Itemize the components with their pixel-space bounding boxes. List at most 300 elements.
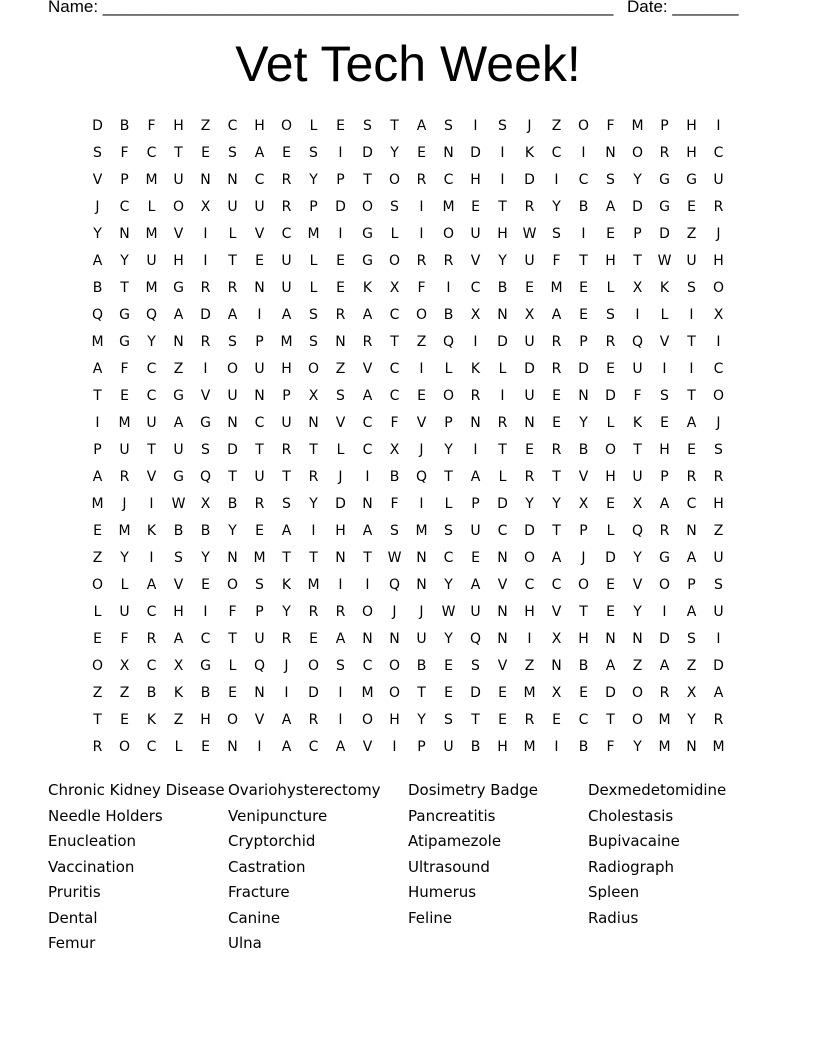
grid-letter: G bbox=[173, 469, 184, 485]
grid-letter: I bbox=[338, 577, 343, 593]
grid-letter: U bbox=[713, 604, 724, 620]
grid-letter: O bbox=[388, 172, 401, 188]
grid-letter: C bbox=[362, 415, 373, 431]
grid-letter: T bbox=[282, 550, 291, 566]
grid-letter: T bbox=[498, 442, 507, 458]
grid-letter: N bbox=[497, 631, 508, 647]
grid-letter: Z bbox=[173, 361, 184, 377]
grid-letter: X bbox=[524, 307, 535, 323]
grid-letter: S bbox=[390, 523, 399, 539]
grid-letter: G bbox=[200, 415, 211, 431]
grid-letter: H bbox=[605, 253, 616, 269]
grid-letter: S bbox=[255, 577, 264, 593]
grid-letter: O bbox=[172, 199, 185, 215]
grid-letter: O bbox=[388, 685, 401, 701]
grid-letter: R bbox=[227, 280, 238, 296]
grid-letter: M bbox=[145, 280, 158, 296]
grid-letter: P bbox=[255, 334, 264, 350]
grid-letter: G bbox=[173, 280, 184, 296]
grid-letter: A bbox=[92, 253, 103, 269]
grid-letter: S bbox=[606, 307, 615, 323]
grid-letter: L bbox=[93, 604, 102, 620]
grid-letter: F bbox=[606, 118, 615, 134]
grid-letter: C bbox=[524, 577, 535, 593]
grid-letter: X bbox=[119, 658, 130, 674]
grid-letter: T bbox=[471, 712, 480, 728]
grid-letter: L bbox=[498, 469, 507, 485]
grid-letter: V bbox=[200, 388, 211, 404]
grid-letter: N bbox=[227, 739, 238, 755]
grid-letter: O bbox=[280, 118, 293, 134]
grid-letter: O bbox=[226, 577, 239, 593]
word-list-item: Dental bbox=[48, 908, 98, 927]
grid-letter: R bbox=[119, 469, 130, 485]
grid-letter: F bbox=[120, 145, 129, 161]
grid-letter: N bbox=[119, 226, 130, 242]
grid-letter: N bbox=[605, 631, 616, 647]
grid-letter: K bbox=[524, 145, 535, 161]
grid-letter: B bbox=[173, 523, 184, 539]
grid-letter: C bbox=[227, 118, 238, 134]
grid-letter: G bbox=[119, 307, 130, 323]
grid-letter: C bbox=[389, 361, 400, 377]
grid-letter: Q bbox=[91, 307, 104, 323]
grid-letter: J bbox=[716, 415, 721, 431]
grid-letter: C bbox=[389, 307, 400, 323]
grid-letter: A bbox=[254, 145, 265, 161]
grid-letter: S bbox=[228, 145, 237, 161]
grid-letter: D bbox=[659, 631, 670, 647]
grid-letter: A bbox=[659, 496, 670, 512]
grid-letter: C bbox=[146, 388, 157, 404]
grid-letter: X bbox=[389, 442, 400, 458]
grid-letter: R bbox=[416, 253, 427, 269]
grid-letter: T bbox=[390, 118, 399, 134]
grid-letter: G bbox=[119, 334, 130, 350]
grid-letter: F bbox=[147, 118, 156, 134]
grid-letter: X bbox=[308, 388, 319, 404]
grid-letter: U bbox=[254, 631, 265, 647]
grid-letter: N bbox=[227, 415, 238, 431]
grid-letter: R bbox=[713, 469, 724, 485]
grid-letter: H bbox=[254, 118, 265, 134]
grid-letter: U bbox=[146, 415, 157, 431]
grid-letter: Y bbox=[633, 550, 642, 566]
grid-letter: E bbox=[606, 604, 615, 620]
grid-letter: U bbox=[119, 604, 130, 620]
grid-letter: O bbox=[712, 280, 725, 296]
grid-letter: C bbox=[308, 739, 319, 755]
word-list bbox=[48, 778, 768, 957]
grid-letter: Z bbox=[632, 658, 643, 674]
grid-letter: S bbox=[498, 118, 507, 134]
grid-letter: V bbox=[632, 577, 643, 593]
grid-letter: A bbox=[470, 469, 481, 485]
grid-letter: N bbox=[632, 631, 643, 647]
grid-letter: Q bbox=[631, 334, 644, 350]
grid-letter: J bbox=[581, 550, 586, 566]
grid-letter: I bbox=[203, 361, 208, 377]
grid-letter: B bbox=[470, 739, 481, 755]
grid-letter: H bbox=[713, 253, 724, 269]
grid-letter: Z bbox=[524, 658, 535, 674]
grid-letter: I bbox=[527, 631, 532, 647]
grid-letter: M bbox=[145, 226, 158, 242]
word-list-item: Ovariohysterectomy bbox=[228, 781, 381, 799]
word-list-item: Cryptorchid bbox=[228, 832, 316, 850]
grid-letter: B bbox=[497, 280, 508, 296]
grid-letter: E bbox=[687, 199, 696, 215]
word-list-item: Fracture bbox=[228, 883, 290, 901]
grid-letter: J bbox=[338, 469, 343, 485]
grid-letter: A bbox=[686, 604, 697, 620]
grid-letter: H bbox=[281, 361, 292, 377]
grid-letter: K bbox=[362, 280, 373, 296]
grid-letter: R bbox=[551, 334, 562, 350]
grid-letter: L bbox=[606, 415, 615, 431]
grid-letter: R bbox=[308, 469, 319, 485]
grid-letter: X bbox=[200, 199, 211, 215]
grid-letter: T bbox=[606, 712, 615, 728]
grid-letter: Y bbox=[687, 712, 696, 728]
grid-letter: X bbox=[470, 307, 481, 323]
grid-letter: Y bbox=[228, 523, 237, 539]
word-list-item: Pruritis bbox=[48, 883, 101, 901]
grid-letter: W bbox=[441, 604, 456, 620]
grid-letter: R bbox=[443, 253, 454, 269]
word-list-item: Humerus bbox=[408, 883, 477, 901]
grid-letter: U bbox=[686, 253, 697, 269]
grid-letter: R bbox=[497, 415, 508, 431]
grid-letter: H bbox=[173, 253, 184, 269]
grid-letter: Q bbox=[442, 334, 455, 350]
grid-letter: S bbox=[444, 523, 453, 539]
grid-letter: L bbox=[336, 442, 345, 458]
grid-letter: N bbox=[686, 523, 697, 539]
grid-letter: O bbox=[307, 361, 320, 377]
grid-letter: C bbox=[146, 739, 157, 755]
grid-letter: H bbox=[470, 172, 481, 188]
grid-letter: I bbox=[446, 280, 451, 296]
grid-letter: U bbox=[146, 253, 157, 269]
grid-letter: Q bbox=[199, 469, 212, 485]
grid-letter: K bbox=[146, 523, 157, 539]
grid-letter: A bbox=[92, 469, 103, 485]
grid-letter: S bbox=[309, 145, 318, 161]
grid-letter: M bbox=[91, 496, 104, 512]
grid-letter: I bbox=[257, 739, 262, 755]
grid-letter: L bbox=[390, 226, 399, 242]
grid-letter: Y bbox=[444, 442, 453, 458]
grid-letter: E bbox=[552, 415, 561, 431]
grid-letter: B bbox=[227, 496, 238, 512]
grid-letter: M bbox=[253, 550, 266, 566]
grid-letter: O bbox=[91, 658, 104, 674]
grid-letter: S bbox=[309, 307, 318, 323]
grid-letter: H bbox=[578, 631, 589, 647]
grid-letter: O bbox=[631, 712, 644, 728]
grid-letter: K bbox=[146, 712, 157, 728]
grid-letter: U bbox=[470, 523, 481, 539]
grid-letter: M bbox=[523, 685, 536, 701]
grid-letter: S bbox=[444, 712, 453, 728]
grid-letter: E bbox=[93, 523, 102, 539]
grid-letter: V bbox=[416, 415, 427, 431]
grid-letter: H bbox=[497, 739, 508, 755]
grid-letter: C bbox=[443, 172, 454, 188]
grid-letter: S bbox=[687, 631, 696, 647]
grid-letter: N bbox=[416, 550, 427, 566]
grid-letter: V bbox=[92, 172, 103, 188]
grid-letter: X bbox=[200, 496, 211, 512]
grid-letter: Y bbox=[309, 172, 318, 188]
grid-letter: E bbox=[606, 496, 615, 512]
grid-letter: P bbox=[660, 469, 669, 485]
grid-letter: I bbox=[365, 469, 370, 485]
word-list-item: Needle Holders bbox=[48, 806, 163, 825]
grid-letter: I bbox=[338, 685, 343, 701]
grid-letter: D bbox=[335, 496, 346, 512]
grid-letter: C bbox=[146, 145, 157, 161]
grid-letter: D bbox=[713, 658, 724, 674]
grid-letter: D bbox=[470, 685, 481, 701]
grid-letter: M bbox=[118, 415, 131, 431]
grid-letter: Y bbox=[552, 199, 561, 215]
grid-letter: N bbox=[335, 334, 346, 350]
grid-letter: F bbox=[552, 253, 561, 269]
grid-letter: L bbox=[606, 280, 615, 296]
grid-letter: R bbox=[659, 145, 670, 161]
grid-letter: C bbox=[362, 658, 373, 674]
grid-letter: D bbox=[659, 226, 670, 242]
grid-letter: Y bbox=[633, 604, 642, 620]
grid-letter: E bbox=[444, 685, 453, 701]
grid-letter: A bbox=[335, 739, 346, 755]
grid-letter: Z bbox=[686, 658, 697, 674]
grid-letter: E bbox=[336, 280, 345, 296]
grid-letter: N bbox=[497, 307, 508, 323]
grid-letter: P bbox=[687, 577, 696, 593]
grid-letter: E bbox=[606, 577, 615, 593]
grid-letter: E bbox=[606, 226, 615, 242]
grid-letter: E bbox=[525, 442, 534, 458]
word-list-item: Spleen bbox=[588, 883, 640, 901]
word-list-item: Pancreatitis bbox=[408, 806, 496, 825]
grid-letter: Y bbox=[525, 496, 534, 512]
grid-letter: E bbox=[579, 307, 588, 323]
grid-letter: E bbox=[579, 685, 588, 701]
grid-letter: T bbox=[579, 604, 588, 620]
grid-letter: X bbox=[578, 496, 589, 512]
grid-letter: E bbox=[336, 253, 345, 269]
grid-letter: O bbox=[604, 442, 617, 458]
grid-letter: U bbox=[281, 415, 292, 431]
grid-letter: A bbox=[281, 523, 292, 539]
grid-letter: E bbox=[417, 388, 426, 404]
grid-letter: B bbox=[578, 658, 589, 674]
grid-letter: X bbox=[551, 631, 562, 647]
grid-letter: E bbox=[201, 577, 210, 593]
grid-letter: A bbox=[605, 658, 616, 674]
grid-letter: O bbox=[712, 388, 725, 404]
grid-letter: U bbox=[281, 280, 292, 296]
word-list-item: Ulna bbox=[228, 934, 262, 952]
grid-letter: O bbox=[415, 307, 428, 323]
grid-letter: P bbox=[336, 172, 345, 188]
grid-letter: S bbox=[228, 334, 237, 350]
grid-letter: C bbox=[146, 361, 157, 377]
grid-letter: U bbox=[254, 361, 265, 377]
grid-letter: I bbox=[338, 712, 343, 728]
grid-letter: Y bbox=[444, 631, 453, 647]
grid-letter: B bbox=[389, 469, 400, 485]
grid-letter: B bbox=[416, 658, 427, 674]
grid-letter: U bbox=[470, 604, 481, 620]
grid-letter: A bbox=[686, 415, 697, 431]
grid-letter: A bbox=[281, 739, 292, 755]
grid-letter: V bbox=[659, 334, 670, 350]
grid-letter: I bbox=[419, 496, 424, 512]
grid-letter: T bbox=[282, 469, 291, 485]
grid-letter: V bbox=[335, 415, 346, 431]
grid-letter: V bbox=[470, 253, 481, 269]
grid-letter: L bbox=[309, 118, 318, 134]
grid-letter: T bbox=[687, 388, 696, 404]
grid-letter: V bbox=[497, 577, 508, 593]
grid-letter: B bbox=[578, 442, 589, 458]
grid-letter: R bbox=[605, 334, 616, 350]
grid-letter: D bbox=[524, 361, 535, 377]
grid-letter: P bbox=[282, 388, 291, 404]
grid-letter: S bbox=[714, 577, 723, 593]
grid-letter: M bbox=[712, 739, 725, 755]
grid-letter: T bbox=[93, 388, 102, 404]
grid-letter: O bbox=[577, 118, 590, 134]
grid-letter: A bbox=[362, 388, 373, 404]
grid-letter: I bbox=[149, 496, 154, 512]
grid-letter: K bbox=[470, 361, 481, 377]
word-list-item: Bupivacaine bbox=[588, 832, 680, 850]
grid-letter: X bbox=[713, 307, 724, 323]
word-list-item: Vaccination bbox=[48, 857, 135, 876]
grid-letter: L bbox=[228, 658, 237, 674]
grid-letter: O bbox=[442, 388, 455, 404]
grid-letter: T bbox=[552, 469, 561, 485]
grid-letter: B bbox=[146, 685, 157, 701]
grid-letter: B bbox=[578, 739, 589, 755]
grid-letter: N bbox=[551, 658, 562, 674]
grid-letter: M bbox=[550, 280, 563, 296]
grid-letter: R bbox=[659, 685, 670, 701]
grid-letter: S bbox=[309, 334, 318, 350]
grid-letter: R bbox=[92, 739, 103, 755]
grid-letter: O bbox=[118, 739, 131, 755]
grid-letter: H bbox=[713, 496, 724, 512]
word-list-item: Feline bbox=[408, 908, 453, 927]
grid-letter: T bbox=[498, 199, 507, 215]
grid-letter: H bbox=[497, 226, 508, 242]
grid-letter: A bbox=[173, 631, 184, 647]
grid-letter: B bbox=[578, 199, 589, 215]
grid-letter: D bbox=[335, 199, 346, 215]
grid-letter: H bbox=[200, 712, 211, 728]
grid-letter: R bbox=[200, 334, 211, 350]
grid-letter: O bbox=[226, 361, 239, 377]
grid-letter: U bbox=[713, 550, 724, 566]
grid-letter: S bbox=[282, 496, 291, 512]
grid-letter: A bbox=[605, 199, 616, 215]
grid-letter: M bbox=[307, 226, 320, 242]
grid-letter: E bbox=[498, 685, 507, 701]
grid-letter: N bbox=[200, 172, 211, 188]
grid-letter: C bbox=[443, 550, 454, 566]
grid-letter: Z bbox=[686, 226, 697, 242]
grid-letter: P bbox=[660, 118, 669, 134]
grid-letter: A bbox=[335, 631, 346, 647]
grid-letter: I bbox=[554, 172, 559, 188]
grid-letter: C bbox=[146, 604, 157, 620]
grid-letter: O bbox=[226, 712, 239, 728]
grid-letter: E bbox=[120, 388, 129, 404]
grid-letter: C bbox=[200, 631, 211, 647]
grid-letter: M bbox=[361, 685, 374, 701]
grid-letter: G bbox=[686, 172, 697, 188]
grid-letter: N bbox=[173, 334, 184, 350]
grid-letter: E bbox=[228, 685, 237, 701]
grid-letter: M bbox=[415, 523, 428, 539]
word-list-item: Dosimetry Badge bbox=[408, 781, 538, 799]
grid-letter: M bbox=[631, 118, 644, 134]
grid-letter: Y bbox=[93, 226, 102, 242]
grid-letter: Z bbox=[713, 523, 724, 539]
grid-letter: C bbox=[281, 226, 292, 242]
grid-letter: C bbox=[551, 577, 562, 593]
grid-letter: L bbox=[498, 361, 507, 377]
grid-letter: O bbox=[307, 658, 320, 674]
grid-letter: N bbox=[470, 415, 481, 431]
grid-letter: I bbox=[473, 118, 478, 134]
grid-letter: T bbox=[633, 442, 642, 458]
grid-letter: J bbox=[122, 496, 127, 512]
grid-letter: R bbox=[524, 469, 535, 485]
grid-letter: T bbox=[228, 253, 237, 269]
grid-letter: L bbox=[660, 307, 669, 323]
grid-letter: X bbox=[551, 685, 562, 701]
grid-letter: X bbox=[686, 685, 697, 701]
grid-letter: O bbox=[577, 577, 590, 593]
grid-letter: Z bbox=[119, 685, 130, 701]
grid-letter: C bbox=[362, 442, 373, 458]
grid-letter: Z bbox=[173, 712, 184, 728]
grid-letter: W bbox=[171, 496, 186, 512]
grid-letter: E bbox=[201, 739, 210, 755]
grid-letter: A bbox=[362, 307, 373, 323]
grid-letter: R bbox=[659, 523, 670, 539]
word-list-item: Ultrasound bbox=[408, 857, 490, 876]
grid-letter: C bbox=[389, 388, 400, 404]
grid-letter: D bbox=[605, 685, 616, 701]
grid-letter: T bbox=[390, 334, 399, 350]
grid-letter: E bbox=[255, 253, 264, 269]
grid-letter: J bbox=[392, 604, 397, 620]
grid-letter: P bbox=[444, 415, 453, 431]
grid-letter: F bbox=[120, 631, 129, 647]
grid-letter: B bbox=[200, 685, 211, 701]
grid-letter: N bbox=[254, 685, 265, 701]
grid-letter: O bbox=[631, 685, 644, 701]
grid-letter: E bbox=[444, 658, 453, 674]
grid-letter: D bbox=[200, 307, 211, 323]
